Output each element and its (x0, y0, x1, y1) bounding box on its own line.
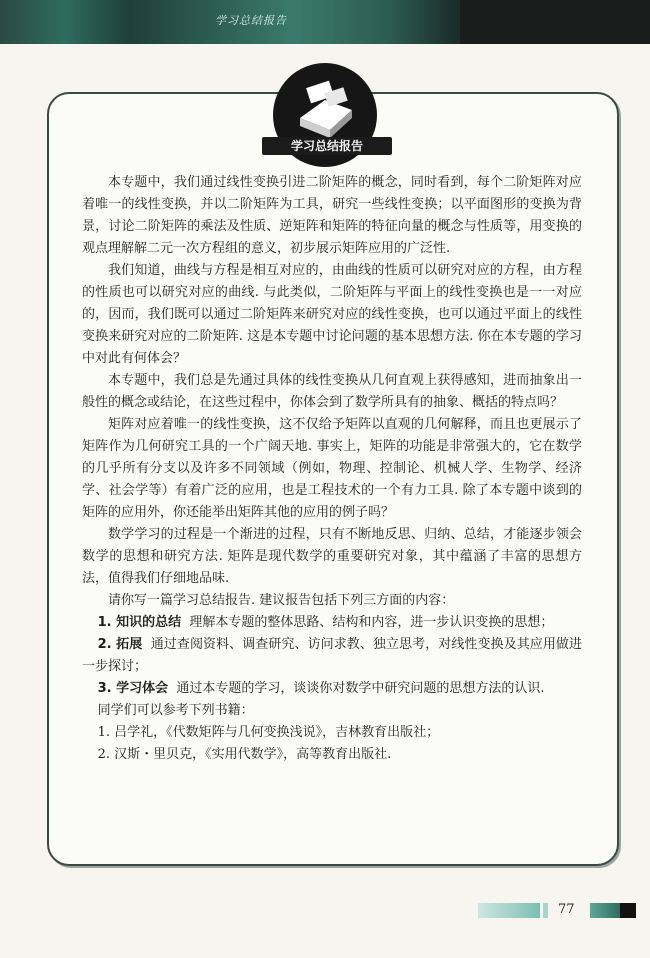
paragraph: 本专题中，我们通过线性变换引进二阶矩阵的概念，同时看到，每个二阶矩阵对应着唯一的线性变换，并以二阶矩阵为工具，研究一些线性变换；以平面图形的变换为背景，讨论二阶矩阵的乘法及性质、逆矩阵和矩阵的特征向量的概念与性质等，用变换的观点理解解二元一次方程组的意义，初步展示矩阵应用的广泛性. (82, 175, 582, 256)
reference-item: 2. 汉斯・里贝克，《实用代数学》，高等教育出版社. (97, 747, 392, 762)
report-item-heading: 3. 学习体会 (97, 681, 169, 696)
footer-strip-gap (543, 903, 548, 918)
report-item-heading: 1. 知识的总结 (97, 615, 182, 630)
report-item-heading: 2. 拓展 (97, 637, 143, 652)
emblem-label: 学习总结报告 (262, 137, 392, 155)
header-dark-block (460, 0, 650, 44)
reference-item: 1. 吕学礼，《代数矩阵与几何变换浅说》，吉林教育出版社； (97, 725, 440, 740)
references-intro: 同学们可以参考下列书籍： (97, 703, 254, 718)
footer-strip-end (620, 903, 636, 918)
report-item (82, 678, 582, 700)
report-item-text: 通过本专题的学习，谈谈你对数学中研究问题的思想方法的认识. (176, 681, 545, 696)
header-title: 学习总结报告 (215, 14, 287, 27)
paragraph: 我们知道，曲线与方程是相互对应的，由曲线的性质可以研究对应的方程，由方程的性质也可以研究对应的曲线. 与此类似，二阶矩阵与平面上的线性变换也是一一对应的，因而，我们既可以通过二阶矩阵来研究对应的线性变换，也可以通过平面上的线性变换来研究对应的二阶矩阵. 这是本专题中讨论问题的基本思想方法. 你在本专题的学习中对此有何体会？ (82, 263, 582, 366)
footer-strip-right (590, 903, 620, 918)
paragraph: 矩阵对应着唯一的线性变换，这不仅给予矩阵以直观的几何解释，而且也更展示了矩阵作为几何研究工具的一个广阔天地. 事实上，矩阵的功能是非常强大的，它在数学的几乎所有分支以及许多不同领域（例如，物理、控制论、机械人学、生物学、经济学、社会学等）有着广泛的应用，也是工程技术的一个有力工具. 除了本专题中谈到的矩阵的应用外，你还能举出矩阵其他的应用的例子吗？ (82, 417, 582, 520)
footer-strip-left (478, 903, 540, 918)
report-item-text: 通过查阅资料、调查研究、访问求教、独立思考，对线性变换及其应用做进一步探讨； (82, 637, 582, 674)
paragraph: 本专题中，我们总是先通过具体的线性变换从几何直观上获得感知，进而抽象出一般性的概念或结论，在这些过程中，你体会到了数学所具有的抽象、概括的特点吗？ (82, 373, 582, 410)
paragraph: 请你写一篇学习总结报告. 建议报告包括下列三方面的内容： (108, 593, 455, 608)
report-item-text: 理解本专题的整体思路、结构和内容，进一步认识变换的思想； (189, 615, 554, 630)
report-item (82, 634, 582, 678)
report-item (82, 612, 582, 634)
page-number: 77 (558, 902, 575, 917)
paragraph: 数学学习的过程是一个渐进的过程，只有不断地反思、归纳、总结，才能逐步领会数学的思想和研究方法. 矩阵是现代数学的重要研究对象，其中蕴涵了丰富的思想方法，值得我们仔细地品味. (82, 527, 582, 586)
article-body (82, 172, 582, 766)
header-banner (0, 0, 650, 44)
